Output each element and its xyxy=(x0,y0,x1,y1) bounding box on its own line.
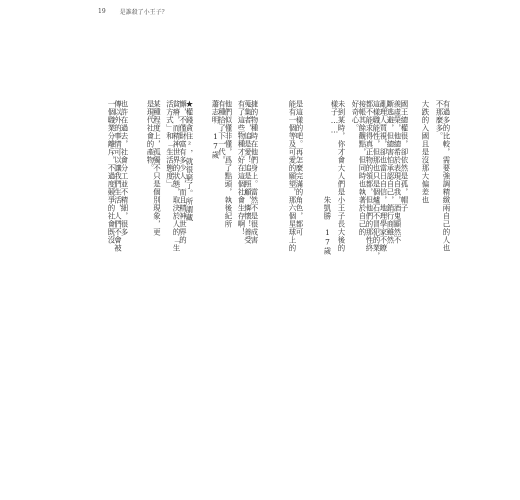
text-column: 大跌的入國且是沒那大偏差也 xyxy=(421,100,430,204)
text-column: 斷逃避，但總害怕承認自己，銷行商雖然 xyxy=(386,100,395,244)
text-column: 樣子…… xyxy=(330,100,339,136)
text-column: 羨虛榮，他總希於表現自我，酒鬼顯然不 xyxy=(393,100,402,244)
text-column: 是這樣的吧。再怎麼完滿的角色，都可 xyxy=(295,100,304,236)
text-column: 蒐集者，追是愛！追是照顧，憐懷！善受 xyxy=(243,100,253,244)
text-column: 都不能求得真正物的領都，但他們的那性終 xyxy=(365,100,374,252)
text-column: 有過多的比較，需要強調精緻兩自己的人也 xyxy=(442,100,451,252)
text-column: ★權錢貪住²，就很窮了。所謂藏 xyxy=(185,100,194,222)
text-column: 也許在過去，社會分工並不精細，很多 xyxy=(120,100,129,236)
text-column: 有種拾了下一代。 xyxy=(217,100,227,164)
text-column: 是現代社會的產物。 xyxy=(146,100,155,172)
right-page xyxy=(290,100,450,430)
text-column: 有了這些物種才好在這個社會生存啊！ xyxy=(237,100,246,236)
text-column: 接帳其餘觀點，但同時也執著於自己的 xyxy=(358,100,367,236)
text-column: 國王總權很，卻依然是孤，帽子 xyxy=(400,100,409,212)
page-number: 19 xyxy=(98,8,106,15)
text-column: 朱凱勝 17歲 xyxy=(323,100,332,256)
text-column: 活方式」和「生活態度」。 xyxy=(165,100,175,193)
text-column: 貧瘠，而精神世界的狀態，取決於人的「生 xyxy=(172,100,181,252)
text-column: 好奇心。 xyxy=(351,100,360,132)
text-column: 亂理人買視，卻也當日自信，地理學家不瞭 xyxy=(379,100,388,252)
text-column: 未到某時，你才會大人們是小王子長大後的 xyxy=(337,100,346,252)
text-column: 懈，不僅財富有多少人，而且精神世界的 xyxy=(178,100,188,244)
book-title: 是誰殺了小王子？ xyxy=(119,9,168,16)
text-column: 捷的物種時在他們身上。當然不是很成害 xyxy=(250,100,259,244)
text-column: 他們似懂非懂，爲了點頭，執後紀所 xyxy=(224,100,233,228)
text-column: 不那麼多。 xyxy=(435,100,444,140)
text-column: 能有一個等及可愛的願望，那六個星球上的 xyxy=(288,100,297,252)
left-page xyxy=(108,100,258,430)
text-column: 蕭志明 17歲 xyxy=(211,100,220,160)
page-header xyxy=(98,7,168,16)
text-column: 這樣職能性，但那也只是個爐石不冒犯的業， xyxy=(372,100,381,260)
text-column: 傳以外的事情可以讓我們生活，人們不會被 xyxy=(113,100,123,252)
text-column: 某種程度上，孤獨不只是個別現象，更 xyxy=(152,100,162,236)
text-column: 一個職業分離斥，不過度競爭的社會既沒 xyxy=(107,100,116,244)
